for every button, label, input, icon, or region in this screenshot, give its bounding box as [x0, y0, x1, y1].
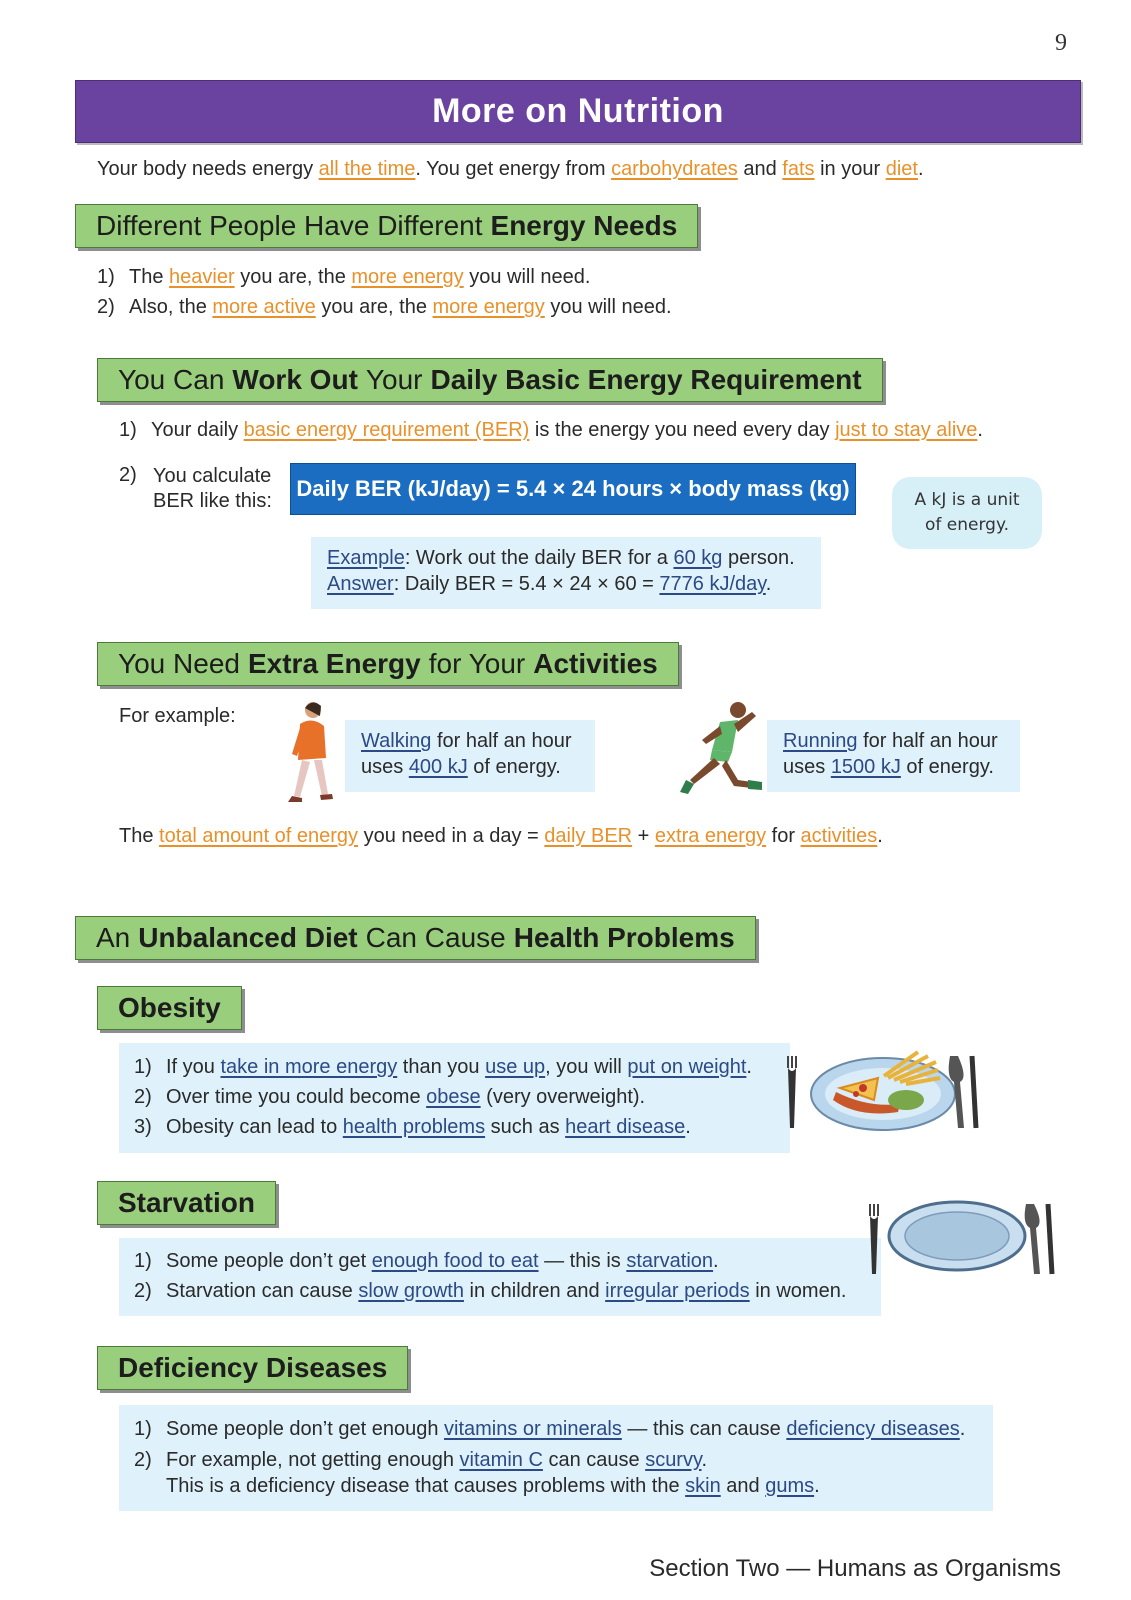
obesity-item-2: 2) Over time you could become obese (very overweight). — [134, 1086, 646, 1108]
obesity-panel — [119, 1043, 790, 1153]
kj-note-bubble: A kJ is a unit of energy. — [892, 477, 1042, 549]
page-number: 9 — [1055, 30, 1067, 56]
section-footer: Section Two — Humans as Organisms — [649, 1555, 1061, 1582]
keyword-all-the-time: all the time — [318, 158, 416, 180]
energy-needs-item-1: 1) The heavier you are, the more energy you will need. — [97, 266, 591, 288]
full-plate-icon — [778, 1038, 988, 1138]
intro-text: Your body needs energy all the time. You get energy from carbohydrates and fats in your diet. — [97, 158, 924, 180]
keyword-fats: fats — [782, 158, 815, 180]
energy-needs-item-2: 2) Also, the more active you are, the more energy you will need. — [97, 296, 672, 318]
total-energy-line: The total amount of energy you need in a day = daily BER + extra energy for activities. — [119, 825, 883, 847]
heading-obesity: Obesity — [97, 986, 242, 1030]
for-example-label: For example: — [119, 705, 236, 727]
ber-formula-box: Daily BER (kJ/day) = 5.4 × 24 hours × body mass (kg) — [290, 463, 856, 515]
obesity-item-3: 3) Obesity can lead to health problems such as heart disease. — [134, 1116, 691, 1138]
deficiency-panel — [119, 1405, 993, 1511]
heading-ber: You Can Work Out Your Daily Basic Energy Requirement — [97, 358, 883, 402]
obesity-item-1: 1) If you take in more energy than you use up, you will put on weight. — [134, 1056, 752, 1078]
heading-deficiency-diseases: Deficiency Diseases — [97, 1346, 408, 1390]
heading-activities: You Need Extra Energy for Your Activities — [97, 642, 679, 686]
ber-item-2-text: You calculate BER like this: — [153, 465, 272, 512]
heading-unbalanced-diet: An Unbalanced Diet Can Cause Health Problems — [75, 916, 756, 960]
heading-starvation: Starvation — [97, 1181, 276, 1225]
keyword-carbohydrates: carbohydrates — [611, 158, 738, 180]
heading-energy-needs: Different People Have Different Energy Needs — [75, 204, 698, 248]
example-line: Example: Work out the daily BER for a 60 kg person. — [327, 547, 795, 569]
running-person-icon — [672, 696, 764, 806]
deficiency-item-2b: This is a deficiency disease that causes problems with the skin and gums. — [166, 1475, 820, 1497]
deficiency-item-1: 1) Some people don’t get enough vitamins or minerals — this can cause deficiency diseases. — [134, 1418, 966, 1440]
ber-item-1: 1) Your daily basic energy requirement (BER) is the energy you need every day just to stay alive. — [119, 419, 983, 441]
answer-line: Answer: Daily BER = 5.4 × 24 × 60 = 7776 kJ/day. — [327, 573, 772, 595]
keyword-diet: diet — [885, 158, 918, 180]
starvation-item-2: 2) Starvation can cause slow growth in children and irregular periods in women. — [134, 1280, 847, 1302]
running-panel: Running for half an hour uses 1500 kJ of energy. — [767, 720, 1020, 792]
empty-plate-icon — [862, 1198, 1062, 1280]
walking-person-icon — [278, 698, 338, 810]
page-title: More on Nutrition — [432, 92, 724, 130]
walking-panel: Walking for half an hour uses 400 kJ of energy. — [345, 720, 595, 792]
deficiency-item-2: 2) For example, not getting enough vitamin C can cause scurvy. — [134, 1449, 708, 1471]
page-title-bar — [75, 80, 1081, 143]
ber-example-panel — [311, 537, 821, 609]
starvation-panel — [119, 1238, 881, 1316]
ber-item-2-num: 2) — [119, 464, 137, 486]
starvation-item-1: 1) Some people don’t get enough food to eat — this is starvation. — [134, 1250, 719, 1272]
